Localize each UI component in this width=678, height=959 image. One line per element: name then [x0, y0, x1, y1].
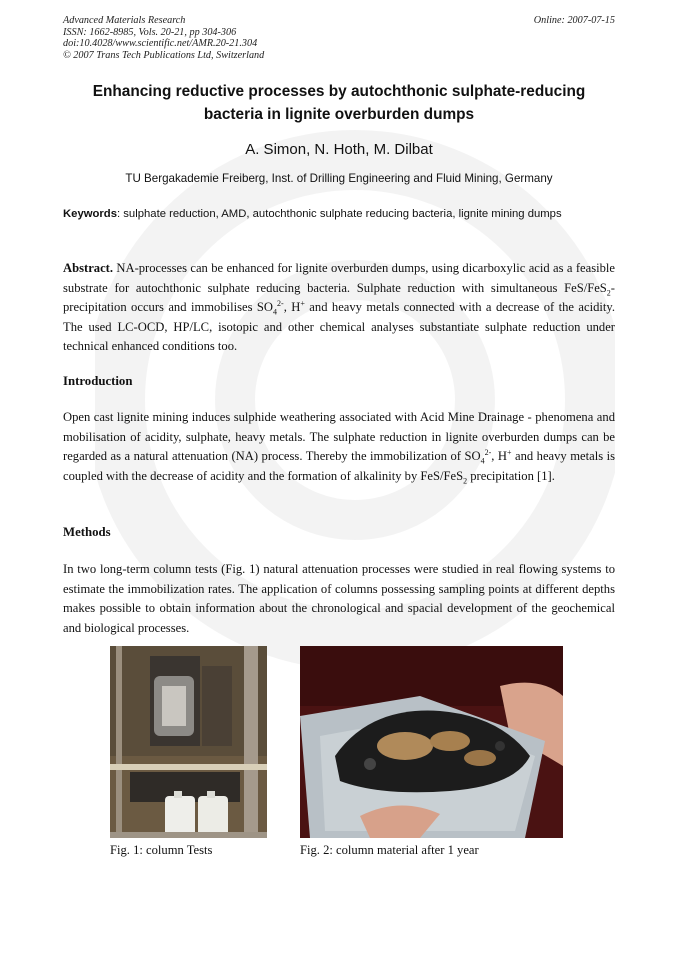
keywords-text: : sulphate reduction, AMD, autochthonic sulphate reducing bacteria, lignite mining dumps	[117, 208, 562, 220]
online-date: Online: 2007-07-15	[533, 15, 615, 26]
intro-sup-2: +	[506, 447, 512, 457]
keywords-label: Keywords	[63, 208, 117, 220]
abstract-text-2: -precipitation occurs and immobilises SO	[63, 280, 615, 314]
issn-line: ISSN: 1662-8985, Vols. 20-21, pp 304-306	[63, 26, 237, 38]
title-line-2: bacteria in lignite overburden dumps	[203, 106, 475, 123]
abstract-label: Abstract.	[63, 261, 114, 275]
abstract-sup-3: +	[300, 298, 305, 308]
journal-name: Advanced Materials Research	[63, 15, 186, 26]
journal-header	[63, 15, 264, 61]
figure-1-photo	[110, 646, 267, 838]
abstract-text-1: NA-processes can be enhanced for lignite overburden dumps, using dicarboxylic acid as a feasible substrate for autochthonic sulphate reducing bacteria. Sulphate reduction with simultaneous FeS/FeS	[63, 261, 615, 295]
doi-line: doi:10.4028/www.scientific.net/AMR.20-21.304	[63, 38, 258, 49]
figure-2-caption: Fig. 2: column material after 1 year	[300, 843, 479, 857]
paper-title	[63, 80, 615, 126]
intro-text-2: , H	[491, 449, 507, 463]
methods-text: In two long-term column tests (Fig. 1) natural attenuation processes were studied in real flowing systems to estimate the immobilization rates. The application of columns possessing sampling points at different depths makes possible to obtain information about the chronological and spacial development of the geochemical and biological processes.	[63, 562, 615, 635]
intro-text-1: Open cast lignite mining induces sulphide weathering associated with Acid Mine Drainage - phenomena and mobilisation of acidity, sulphate, heavy metals. The sulphate reduction in lignite overburden dumps can be regarded as a natural attenuation (NA) process. Thereby the immobilization of SO	[63, 410, 615, 463]
copyright-line: © 2007 Trans Tech Publications Ltd, Switzerland	[63, 49, 265, 61]
introduction-text	[63, 408, 615, 486]
figure-1-caption: Fig. 1: column Tests	[110, 843, 213, 857]
intro-sub-1: 4	[480, 456, 485, 466]
abstract	[63, 259, 615, 357]
title-line-1: Enhancing reductive processes by autochthonic sulphate-reducing	[92, 83, 586, 100]
intro-text-3: and heavy metals is coupled with the decrease of acidity and the formation of alkalinity by FeS/FeS	[63, 449, 615, 483]
introduction-heading: Introduction	[63, 374, 133, 388]
abstract-sub-1: 2	[606, 288, 611, 298]
intro-sub-3: 2	[463, 476, 468, 486]
abstract-sub-2: 4	[273, 307, 278, 317]
intro-text-4: precipitation [1].	[467, 468, 555, 483]
abstract-sup-2: 2-	[277, 298, 284, 308]
figure-2-photo	[300, 646, 563, 838]
abstract-text-3: , H	[283, 300, 301, 314]
abstract-text-4: and heavy metals connected with a decrease of the acidity. The used LC-OCD, HP/LC, isotopic and other chemical analyses substantiate sulphate reduction under technical enhanced conditions too.	[63, 300, 615, 353]
intro-sup-1: 2-	[484, 447, 492, 457]
authors: A. Simon, N. Hoth, M. Dilbat	[245, 141, 433, 158]
methods-heading: Methods	[63, 525, 111, 539]
keywords	[63, 206, 615, 223]
affiliation: TU Bergakademie Freiberg, Inst. of Drilling Engineering and Fluid Mining, Germany	[125, 172, 553, 185]
